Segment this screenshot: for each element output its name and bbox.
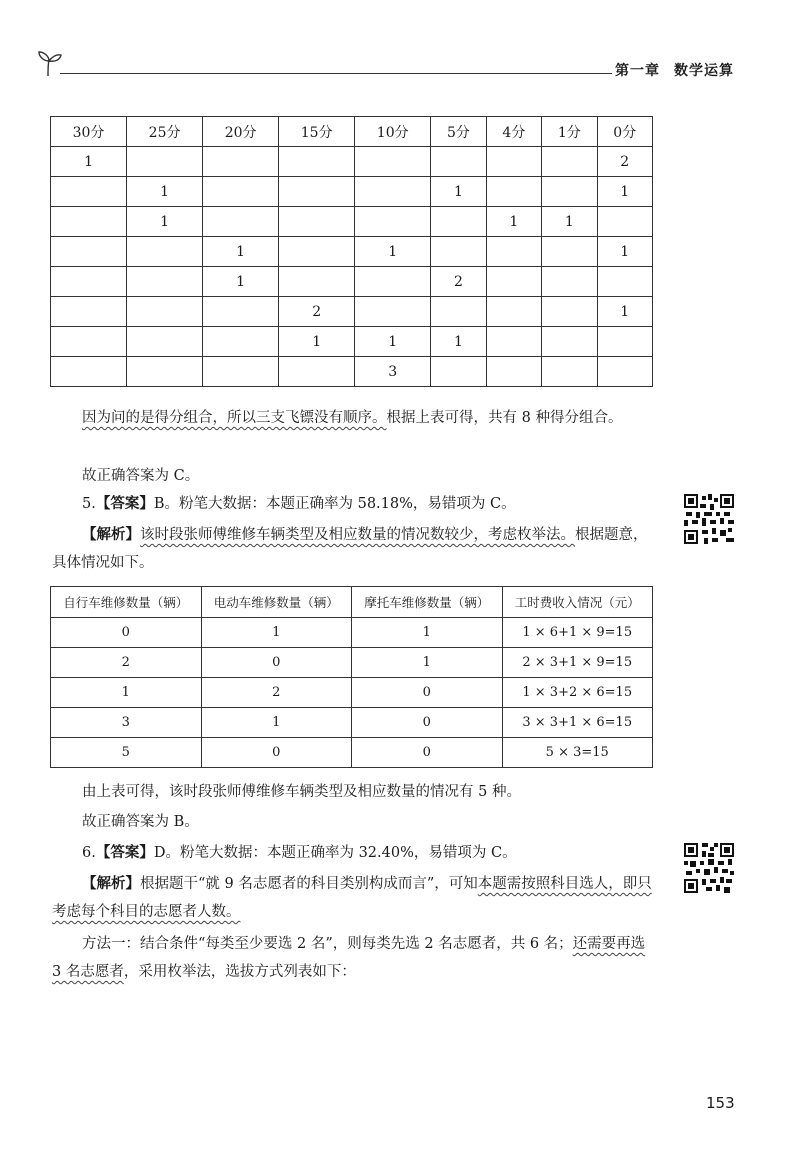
table-cell: 1 — [352, 618, 503, 648]
table-row — [51, 678, 653, 708]
table-cell: 1 — [203, 267, 279, 297]
page-number: 153 — [706, 1094, 735, 1112]
q6-answer-tag: 【答案】 — [95, 845, 154, 861]
table-cell: 0 — [51, 618, 202, 648]
table-cell — [127, 237, 203, 267]
table-row — [51, 618, 653, 648]
table-cell: 2 × 3+1 × 9=15 — [502, 648, 653, 678]
q5-analysis-tag: 【解析】 — [82, 527, 140, 543]
table-cell — [51, 237, 127, 267]
table-cell: 3 × 3+1 × 6=15 — [502, 708, 653, 738]
page-header — [34, 46, 734, 86]
table-cell — [203, 207, 279, 237]
table-cell — [127, 297, 203, 327]
table-cell — [542, 237, 597, 267]
table-cell: 2 — [51, 648, 202, 678]
header-cell: 15分 — [279, 117, 355, 147]
q5-conclusion: 由上表可得，该时段张师傅维修车辆类型及相应数量的情况有 5 种。 — [82, 784, 521, 800]
table-cell: 2 — [279, 297, 355, 327]
table-cell — [279, 177, 355, 207]
table-cell — [486, 267, 541, 297]
table-cell: 1 — [355, 327, 431, 357]
table-cell — [203, 147, 279, 177]
score-combination-table — [50, 116, 653, 387]
table-cell: 5 × 3=15 — [502, 738, 653, 768]
table-header-row — [51, 587, 653, 618]
table-cell — [542, 297, 597, 327]
table-cell: 1 — [355, 237, 431, 267]
table-row — [51, 177, 653, 207]
table-cell — [203, 297, 279, 327]
table-cell — [51, 267, 127, 297]
table-cell: 1 — [352, 648, 503, 678]
table-cell — [203, 357, 279, 387]
table-cell: 1 — [542, 207, 597, 237]
table-cell: 1 — [51, 147, 127, 177]
table-row — [51, 147, 653, 177]
q5-analysis — [52, 521, 654, 577]
table-cell: 0 — [352, 738, 503, 768]
table-row — [51, 267, 653, 297]
table-cell — [431, 297, 486, 327]
header-rule — [60, 73, 612, 74]
table-cell — [279, 237, 355, 267]
table-cell: 1 — [203, 237, 279, 267]
table-cell — [542, 327, 597, 357]
q6-analysis-tag: 【解析】 — [82, 876, 140, 892]
chapter-heading — [615, 60, 734, 80]
header-cell: 1分 — [542, 117, 597, 147]
table-cell — [279, 147, 355, 177]
table-row — [51, 207, 653, 237]
table-cell — [431, 237, 486, 267]
header-cell: 25分 — [127, 117, 203, 147]
table-cell — [486, 147, 541, 177]
table-cell — [431, 207, 486, 237]
table-row — [51, 327, 653, 357]
header-cell: 摩托车维修数量（辆） — [352, 587, 503, 618]
table-cell: 1 — [51, 678, 202, 708]
table-row — [51, 648, 653, 678]
q6-analysis — [52, 870, 654, 926]
table-cell: 0 — [201, 738, 352, 768]
table-cell: 2 — [431, 267, 486, 297]
chapter-number: 第一章 — [615, 63, 660, 79]
table-cell: 5 — [51, 738, 202, 768]
q5-answer-tag: 【答案】 — [95, 496, 154, 512]
table-cell — [486, 297, 541, 327]
q6-method-one — [52, 930, 654, 986]
header-cell: 工时费收入情况（元） — [502, 587, 653, 618]
table-cell — [486, 237, 541, 267]
table-cell — [127, 357, 203, 387]
q5-final-answer: 故正确答案为 B。 — [82, 814, 199, 830]
table-cell: 1 — [597, 177, 653, 207]
table-cell — [597, 207, 653, 237]
table-cell — [51, 177, 127, 207]
table-cell: 2 — [201, 678, 352, 708]
table-cell: 1 — [597, 237, 653, 267]
table-cell — [486, 177, 541, 207]
header-cell: 自行车维修数量（辆） — [51, 587, 202, 618]
table-row — [51, 708, 653, 738]
table-cell — [355, 297, 431, 327]
table-row — [51, 738, 653, 768]
table-row — [51, 357, 653, 387]
q4-conclusion-rest: 根据上表可得，共有 8 种得分组合。 — [386, 410, 623, 426]
table-cell — [355, 177, 431, 207]
table-cell: 1 × 6+1 × 9=15 — [502, 618, 653, 648]
table-row — [51, 237, 653, 267]
q6-method-suffix: ，采用枚举法，选拔方式列表如下： — [123, 964, 356, 980]
table-cell — [51, 327, 127, 357]
header-cell: 20分 — [203, 117, 279, 147]
table-cell: 1 — [431, 177, 486, 207]
q5-analysis-rest: 根据题意，具体情况如下。 — [52, 527, 648, 571]
header-cell: 4分 — [486, 117, 541, 147]
table-cell — [431, 357, 486, 387]
table-cell: 1 × 3+2 × 6=15 — [502, 678, 653, 708]
q5-answer — [52, 490, 654, 518]
q4-conclusion-emphasis: 因为问的是得分组合，所以三支飞镖没有顺序。 — [82, 410, 387, 426]
table-cell: 1 — [201, 618, 352, 648]
table-cell: 1 — [279, 327, 355, 357]
header-cell: 5分 — [431, 117, 486, 147]
q6-analysis-text: 根据题干“就 9 名志愿者的科目类别构成而言”，可知 — [140, 876, 478, 892]
table-cell — [51, 297, 127, 327]
q6-analysis-emphasis: 本题需按照科目选人，即只考虑每个科目的志愿者人数。 — [52, 876, 652, 920]
table-cell — [542, 177, 597, 207]
q6-answer — [52, 839, 654, 867]
table-cell — [127, 327, 203, 357]
header-cell: 30分 — [51, 117, 127, 147]
table-cell — [542, 147, 597, 177]
table-cell: 1 — [127, 207, 203, 237]
q6-answer-text: D。粉笔大数据：本题正确率为 32.40%，易错项为 C。 — [153, 845, 517, 861]
q5-answer-text: B。粉笔大数据：本题正确率为 58.18%，易错项为 C。 — [153, 496, 516, 512]
table-header-row — [51, 117, 653, 147]
table-cell: 0 — [352, 678, 503, 708]
header-cell: 10分 — [355, 117, 431, 147]
table-cell — [542, 357, 597, 387]
table-cell — [51, 357, 127, 387]
q6-method-prefix: 方法一：结合条件“每类至少要选 2 名”，则每类先选 2 名志愿者，共 6 名； — [82, 936, 573, 952]
table-cell — [355, 267, 431, 297]
table-cell: 1 — [486, 207, 541, 237]
table-cell — [431, 147, 486, 177]
table-cell — [51, 207, 127, 237]
header-cell: 0分 — [597, 117, 653, 147]
table-cell — [203, 177, 279, 207]
table-cell: 3 — [355, 357, 431, 387]
q4-conclusion — [52, 404, 654, 432]
table-cell — [597, 267, 653, 297]
table-cell: 2 — [597, 147, 653, 177]
qr-code-icon[interactable] — [684, 843, 734, 893]
table-cell: 1 — [597, 297, 653, 327]
q6-number: 6. — [82, 845, 96, 861]
q4-final-answer: 故正确答案为 C。 — [82, 468, 200, 484]
chapter-title: 数学运算 — [674, 63, 734, 79]
table-cell — [597, 327, 653, 357]
table-cell: 0 — [201, 648, 352, 678]
q5-analysis-emphasis: 该时段张师傅维修车辆类型及相应数量的情况数较少，考虑枚举法。 — [140, 527, 575, 543]
table-cell — [486, 327, 541, 357]
table-cell — [127, 267, 203, 297]
table-cell — [486, 357, 541, 387]
q5-number: 5. — [82, 496, 96, 512]
table-cell — [279, 267, 355, 297]
q6-method-emphasis: 还需要再选 3 名志愿者 — [52, 936, 646, 980]
table-cell — [279, 357, 355, 387]
table-cell: 1 — [431, 327, 486, 357]
table-cell — [542, 267, 597, 297]
table-cell: 1 — [201, 708, 352, 738]
table-cell: 3 — [51, 708, 202, 738]
table-cell: 0 — [352, 708, 503, 738]
table-row — [51, 297, 653, 327]
table-cell: 1 — [127, 177, 203, 207]
table-cell — [127, 147, 203, 177]
table-cell — [279, 207, 355, 237]
table-cell — [203, 327, 279, 357]
table-cell — [355, 147, 431, 177]
table-cell — [597, 357, 653, 387]
table-cell — [355, 207, 431, 237]
qr-code-icon[interactable] — [684, 494, 734, 544]
header-cell: 电动车维修数量（辆） — [201, 587, 352, 618]
repair-cases-table — [50, 586, 653, 768]
